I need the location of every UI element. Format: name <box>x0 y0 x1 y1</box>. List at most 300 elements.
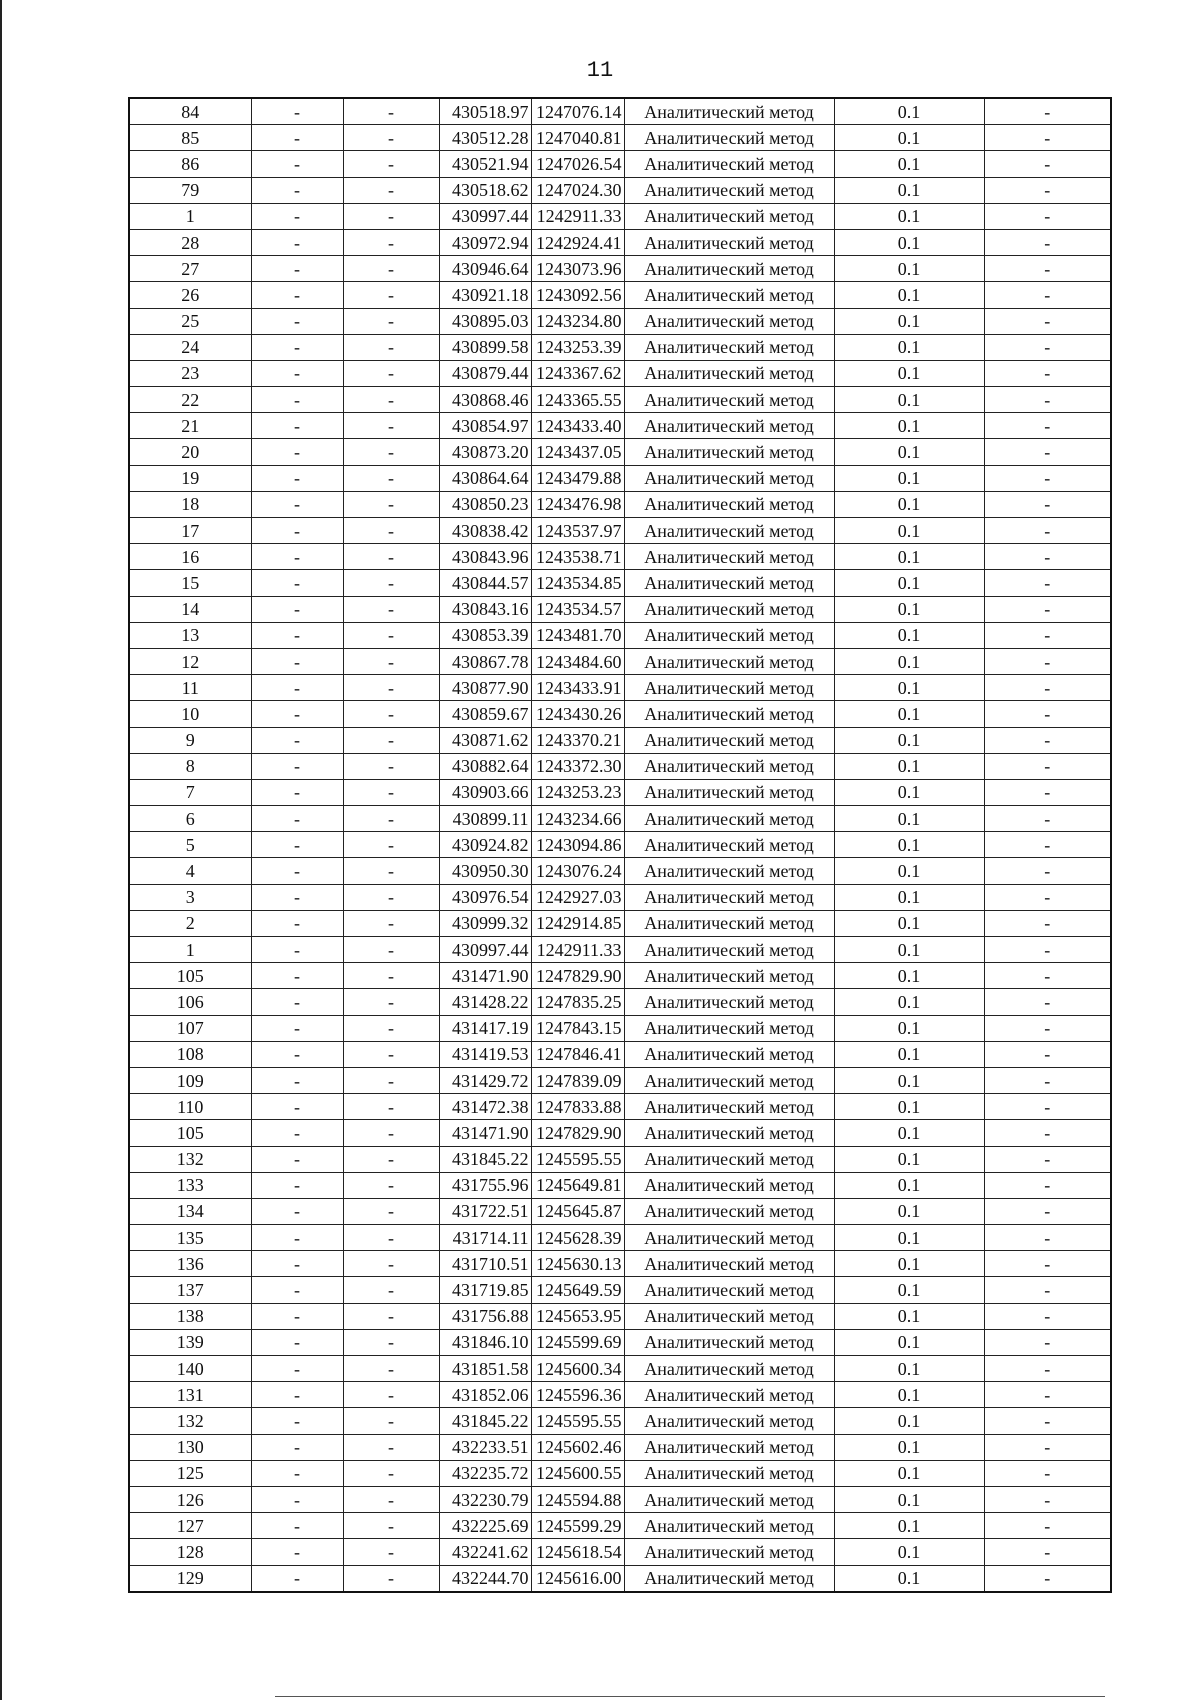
note-cell: - <box>984 570 1111 596</box>
x-coordinate-cell: 430871.62 <box>439 727 531 753</box>
y-coordinate-cell: 1247843.15 <box>531 1015 624 1041</box>
scan-edge <box>0 0 2 1700</box>
old-y-cell: - <box>343 1251 439 1277</box>
method-cell: Аналитический метод <box>624 518 834 544</box>
accuracy-cell: 0.1 <box>834 1356 984 1382</box>
accuracy-cell: 0.1 <box>834 1303 984 1329</box>
accuracy-cell: 0.1 <box>834 282 984 308</box>
table-row <box>129 1251 1111 1277</box>
old-y-cell: - <box>343 701 439 727</box>
old-x-cell: - <box>251 884 343 910</box>
old-y-cell: - <box>343 989 439 1015</box>
table-row <box>129 963 1111 989</box>
point-number-cell: 23 <box>129 360 251 386</box>
old-y-cell: - <box>343 518 439 544</box>
method-cell: Аналитический метод <box>624 1434 834 1460</box>
x-coordinate-cell: 430843.96 <box>439 544 531 570</box>
x-coordinate-cell: 430843.16 <box>439 596 531 622</box>
accuracy-cell: 0.1 <box>834 701 984 727</box>
x-coordinate-cell: 430838.42 <box>439 518 531 544</box>
table-row <box>129 648 1111 674</box>
old-y-cell: - <box>343 1146 439 1172</box>
old-x-cell: - <box>251 1486 343 1512</box>
note-cell: - <box>984 229 1111 255</box>
point-number-cell: 25 <box>129 308 251 334</box>
table-row <box>129 1382 1111 1408</box>
old-y-cell: - <box>343 1486 439 1512</box>
point-number-cell: 131 <box>129 1382 251 1408</box>
note-cell: - <box>984 1251 1111 1277</box>
old-x-cell: - <box>251 779 343 805</box>
point-number-cell: 129 <box>129 1565 251 1592</box>
y-coordinate-cell: 1243367.62 <box>531 360 624 386</box>
x-coordinate-cell: 432244.70 <box>439 1565 531 1592</box>
note-cell: - <box>984 518 1111 544</box>
old-x-cell: - <box>251 1565 343 1592</box>
accuracy-cell: 0.1 <box>834 203 984 229</box>
table-row <box>129 779 1111 805</box>
method-cell: Аналитический метод <box>624 1277 834 1303</box>
table-row <box>129 465 1111 491</box>
table-row <box>129 229 1111 255</box>
y-coordinate-cell: 1243430.26 <box>531 701 624 727</box>
old-y-cell: - <box>343 1067 439 1093</box>
method-cell: Аналитический метод <box>624 491 834 517</box>
old-y-cell: - <box>343 806 439 832</box>
method-cell: Аналитический метод <box>624 963 834 989</box>
point-number-cell: 24 <box>129 334 251 360</box>
y-coordinate-cell: 1245653.95 <box>531 1303 624 1329</box>
point-number-cell: 16 <box>129 544 251 570</box>
note-cell: - <box>984 125 1111 151</box>
old-y-cell: - <box>343 387 439 413</box>
point-number-cell: 139 <box>129 1329 251 1355</box>
method-cell: Аналитический метод <box>624 439 834 465</box>
point-number-cell: 1 <box>129 203 251 229</box>
point-number-cell: 9 <box>129 727 251 753</box>
old-x-cell: - <box>251 1172 343 1198</box>
old-x-cell: - <box>251 465 343 491</box>
old-y-cell: - <box>343 439 439 465</box>
table-row <box>129 151 1111 177</box>
note-cell: - <box>984 360 1111 386</box>
method-cell: Аналитический метод <box>624 884 834 910</box>
point-number-cell: 2 <box>129 910 251 936</box>
method-cell: Аналитический метод <box>624 1067 834 1093</box>
old-x-cell: - <box>251 910 343 936</box>
old-y-cell: - <box>343 1329 439 1355</box>
old-x-cell: - <box>251 701 343 727</box>
table-row <box>129 622 1111 648</box>
x-coordinate-cell: 432235.72 <box>439 1460 531 1486</box>
note-cell: - <box>984 1408 1111 1434</box>
point-number-cell: 8 <box>129 753 251 779</box>
table-row <box>129 858 1111 884</box>
old-y-cell: - <box>343 177 439 203</box>
x-coordinate-cell: 430521.94 <box>439 151 531 177</box>
table-row <box>129 1172 1111 1198</box>
table-row <box>129 544 1111 570</box>
note-cell: - <box>984 1434 1111 1460</box>
y-coordinate-cell: 1243073.96 <box>531 256 624 282</box>
table-row <box>129 570 1111 596</box>
old-y-cell: - <box>343 570 439 596</box>
point-number-cell: 85 <box>129 125 251 151</box>
point-number-cell: 110 <box>129 1094 251 1120</box>
old-x-cell: - <box>251 1329 343 1355</box>
method-cell: Аналитический метод <box>624 989 834 1015</box>
old-x-cell: - <box>251 1539 343 1565</box>
method-cell: Аналитический метод <box>624 1382 834 1408</box>
note-cell: - <box>984 1277 1111 1303</box>
old-x-cell: - <box>251 675 343 701</box>
method-cell: Аналитический метод <box>624 229 834 255</box>
accuracy-cell: 0.1 <box>834 1225 984 1251</box>
old-y-cell: - <box>343 648 439 674</box>
old-x-cell: - <box>251 1408 343 1434</box>
old-x-cell: - <box>251 1382 343 1408</box>
method-cell: Аналитический метод <box>624 570 834 596</box>
x-coordinate-cell: 431714.11 <box>439 1225 531 1251</box>
x-coordinate-cell: 430859.67 <box>439 701 531 727</box>
old-y-cell: - <box>343 151 439 177</box>
table-row <box>129 1146 1111 1172</box>
table-row <box>129 989 1111 1015</box>
table-row <box>129 1120 1111 1146</box>
table-row <box>129 203 1111 229</box>
point-number-cell: 126 <box>129 1486 251 1512</box>
old-x-cell: - <box>251 1513 343 1539</box>
old-y-cell: - <box>343 1539 439 1565</box>
old-x-cell: - <box>251 1015 343 1041</box>
method-cell: Аналитический метод <box>624 1408 834 1434</box>
accuracy-cell: 0.1 <box>834 1015 984 1041</box>
method-cell: Аналитический метод <box>624 1460 834 1486</box>
y-coordinate-cell: 1243481.70 <box>531 622 624 648</box>
point-number-cell: 132 <box>129 1408 251 1434</box>
method-cell: Аналитический метод <box>624 937 834 963</box>
note-cell: - <box>984 1329 1111 1355</box>
note-cell: - <box>984 1460 1111 1486</box>
method-cell: Аналитический метод <box>624 413 834 439</box>
note-cell: - <box>984 1120 1111 1146</box>
y-coordinate-cell: 1243433.40 <box>531 413 624 439</box>
old-y-cell: - <box>343 727 439 753</box>
y-coordinate-cell: 1245599.29 <box>531 1513 624 1539</box>
x-coordinate-cell: 430950.30 <box>439 858 531 884</box>
note-cell: - <box>984 334 1111 360</box>
note-cell: - <box>984 1356 1111 1382</box>
y-coordinate-cell: 1243234.80 <box>531 308 624 334</box>
point-number-cell: 84 <box>129 98 251 125</box>
table-row <box>129 1356 1111 1382</box>
note-cell: - <box>984 544 1111 570</box>
accuracy-cell: 0.1 <box>834 308 984 334</box>
old-y-cell: - <box>343 1382 439 1408</box>
old-y-cell: - <box>343 1356 439 1382</box>
method-cell: Аналитический метод <box>624 256 834 282</box>
note-cell: - <box>984 1094 1111 1120</box>
old-y-cell: - <box>343 596 439 622</box>
table-row <box>129 1198 1111 1224</box>
accuracy-cell: 0.1 <box>834 1434 984 1460</box>
accuracy-cell: 0.1 <box>834 1041 984 1067</box>
page-number: 11 <box>586 58 614 83</box>
note-cell: - <box>984 753 1111 779</box>
y-coordinate-cell: 1243534.57 <box>531 596 624 622</box>
y-coordinate-cell: 1245649.81 <box>531 1172 624 1198</box>
accuracy-cell: 0.1 <box>834 884 984 910</box>
accuracy-cell: 0.1 <box>834 1460 984 1486</box>
table-row <box>129 884 1111 910</box>
old-y-cell: - <box>343 465 439 491</box>
y-coordinate-cell: 1245600.34 <box>531 1356 624 1382</box>
y-coordinate-cell: 1245595.55 <box>531 1408 624 1434</box>
old-y-cell: - <box>343 1277 439 1303</box>
note-cell: - <box>984 387 1111 413</box>
accuracy-cell: 0.1 <box>834 832 984 858</box>
note-cell: - <box>984 806 1111 832</box>
y-coordinate-cell: 1247076.14 <box>531 98 624 125</box>
note-cell: - <box>984 1303 1111 1329</box>
y-coordinate-cell: 1243479.88 <box>531 465 624 491</box>
point-number-cell: 105 <box>129 1120 251 1146</box>
note-cell: - <box>984 1172 1111 1198</box>
note-cell: - <box>984 177 1111 203</box>
method-cell: Аналитический метод <box>624 648 834 674</box>
x-coordinate-cell: 431471.90 <box>439 963 531 989</box>
point-number-cell: 127 <box>129 1513 251 1539</box>
x-coordinate-cell: 431471.90 <box>439 1120 531 1146</box>
point-number-cell: 133 <box>129 1172 251 1198</box>
accuracy-cell: 0.1 <box>834 596 984 622</box>
x-coordinate-cell: 430899.58 <box>439 334 531 360</box>
y-coordinate-cell: 1247829.90 <box>531 963 624 989</box>
point-number-cell: 21 <box>129 413 251 439</box>
accuracy-cell: 0.1 <box>834 151 984 177</box>
point-number-cell: 107 <box>129 1015 251 1041</box>
table-row <box>129 910 1111 936</box>
x-coordinate-cell: 432225.69 <box>439 1513 531 1539</box>
point-number-cell: 26 <box>129 282 251 308</box>
old-x-cell: - <box>251 1303 343 1329</box>
y-coordinate-cell: 1247829.90 <box>531 1120 624 1146</box>
x-coordinate-cell: 430921.18 <box>439 282 531 308</box>
point-number-cell: 138 <box>129 1303 251 1329</box>
old-y-cell: - <box>343 1225 439 1251</box>
old-y-cell: - <box>343 884 439 910</box>
note-cell: - <box>984 1146 1111 1172</box>
note-cell: - <box>984 963 1111 989</box>
accuracy-cell: 0.1 <box>834 570 984 596</box>
method-cell: Аналитический метод <box>624 1513 834 1539</box>
accuracy-cell: 0.1 <box>834 387 984 413</box>
old-x-cell: - <box>251 1251 343 1277</box>
old-x-cell: - <box>251 1356 343 1382</box>
y-coordinate-cell: 1247839.09 <box>531 1067 624 1093</box>
table-body <box>129 98 1111 1592</box>
note-cell: - <box>984 910 1111 936</box>
accuracy-cell: 0.1 <box>834 937 984 963</box>
old-x-cell: - <box>251 1067 343 1093</box>
y-coordinate-cell: 1245616.00 <box>531 1565 624 1592</box>
y-coordinate-cell: 1245600.55 <box>531 1460 624 1486</box>
note-cell: - <box>984 675 1111 701</box>
note-cell: - <box>984 832 1111 858</box>
note-cell: - <box>984 203 1111 229</box>
old-y-cell: - <box>343 360 439 386</box>
x-coordinate-cell: 431722.51 <box>439 1198 531 1224</box>
note-cell: - <box>984 858 1111 884</box>
y-coordinate-cell: 1243484.60 <box>531 648 624 674</box>
note-cell: - <box>984 1565 1111 1592</box>
y-coordinate-cell: 1243234.66 <box>531 806 624 832</box>
point-number-cell: 135 <box>129 1225 251 1251</box>
x-coordinate-cell: 430850.23 <box>439 491 531 517</box>
x-coordinate-cell: 431472.38 <box>439 1094 531 1120</box>
point-number-cell: 28 <box>129 229 251 255</box>
accuracy-cell: 0.1 <box>834 806 984 832</box>
point-number-cell: 134 <box>129 1198 251 1224</box>
y-coordinate-cell: 1243370.21 <box>531 727 624 753</box>
method-cell: Аналитический метод <box>624 1225 834 1251</box>
accuracy-cell: 0.1 <box>834 1198 984 1224</box>
note-cell: - <box>984 884 1111 910</box>
note-cell: - <box>984 596 1111 622</box>
table-row <box>129 753 1111 779</box>
table-row <box>129 1094 1111 1120</box>
accuracy-cell: 0.1 <box>834 1539 984 1565</box>
x-coordinate-cell: 431845.22 <box>439 1408 531 1434</box>
x-coordinate-cell: 431429.72 <box>439 1067 531 1093</box>
accuracy-cell: 0.1 <box>834 177 984 203</box>
old-x-cell: - <box>251 151 343 177</box>
accuracy-cell: 0.1 <box>834 1408 984 1434</box>
note-cell: - <box>984 989 1111 1015</box>
old-x-cell: - <box>251 1094 343 1120</box>
note-cell: - <box>984 727 1111 753</box>
point-number-cell: 125 <box>129 1460 251 1486</box>
y-coordinate-cell: 1245596.36 <box>531 1382 624 1408</box>
point-number-cell: 108 <box>129 1041 251 1067</box>
y-coordinate-cell: 1242924.41 <box>531 229 624 255</box>
point-number-cell: 1 <box>129 937 251 963</box>
accuracy-cell: 0.1 <box>834 1382 984 1408</box>
old-y-cell: - <box>343 544 439 570</box>
y-coordinate-cell: 1243437.05 <box>531 439 624 465</box>
table-row <box>129 125 1111 151</box>
x-coordinate-cell: 431852.06 <box>439 1382 531 1408</box>
y-coordinate-cell: 1245628.39 <box>531 1225 624 1251</box>
x-coordinate-cell: 430999.32 <box>439 910 531 936</box>
point-number-cell: 137 <box>129 1277 251 1303</box>
old-y-cell: - <box>343 1094 439 1120</box>
x-coordinate-cell: 431419.53 <box>439 1041 531 1067</box>
table-row <box>129 1225 1111 1251</box>
note-cell: - <box>984 465 1111 491</box>
accuracy-cell: 0.1 <box>834 675 984 701</box>
table-row <box>129 413 1111 439</box>
table-row <box>129 1277 1111 1303</box>
old-x-cell: - <box>251 596 343 622</box>
accuracy-cell: 0.1 <box>834 544 984 570</box>
y-coordinate-cell: 1243433.91 <box>531 675 624 701</box>
table-row <box>129 439 1111 465</box>
x-coordinate-cell: 430867.78 <box>439 648 531 674</box>
point-number-cell: 105 <box>129 963 251 989</box>
y-coordinate-cell: 1245618.54 <box>531 1539 624 1565</box>
method-cell: Аналитический метод <box>624 806 834 832</box>
y-coordinate-cell: 1242911.33 <box>531 937 624 963</box>
old-x-cell: - <box>251 989 343 1015</box>
accuracy-cell: 0.1 <box>834 1172 984 1198</box>
old-x-cell: - <box>251 1041 343 1067</box>
method-cell: Аналитический метод <box>624 465 834 491</box>
old-x-cell: - <box>251 387 343 413</box>
x-coordinate-cell: 431846.10 <box>439 1329 531 1355</box>
method-cell: Аналитический метод <box>624 858 834 884</box>
point-number-cell: 13 <box>129 622 251 648</box>
method-cell: Аналитический метод <box>624 125 834 151</box>
x-coordinate-cell: 431756.88 <box>439 1303 531 1329</box>
note-cell: - <box>984 282 1111 308</box>
x-coordinate-cell: 430518.62 <box>439 177 531 203</box>
method-cell: Аналитический метод <box>624 910 834 936</box>
y-coordinate-cell: 1243476.98 <box>531 491 624 517</box>
old-x-cell: - <box>251 491 343 517</box>
point-number-cell: 27 <box>129 256 251 282</box>
old-y-cell: - <box>343 203 439 229</box>
old-y-cell: - <box>343 308 439 334</box>
x-coordinate-cell: 430864.64 <box>439 465 531 491</box>
y-coordinate-cell: 1245630.13 <box>531 1251 624 1277</box>
accuracy-cell: 0.1 <box>834 1486 984 1512</box>
method-cell: Аналитический метод <box>624 360 834 386</box>
old-y-cell: - <box>343 1015 439 1041</box>
accuracy-cell: 0.1 <box>834 963 984 989</box>
y-coordinate-cell: 1245594.88 <box>531 1486 624 1512</box>
x-coordinate-cell: 430853.39 <box>439 622 531 648</box>
old-y-cell: - <box>343 858 439 884</box>
old-x-cell: - <box>251 622 343 648</box>
y-coordinate-cell: 1247835.25 <box>531 989 624 1015</box>
y-coordinate-cell: 1247024.30 <box>531 177 624 203</box>
old-x-cell: - <box>251 858 343 884</box>
method-cell: Аналитический метод <box>624 151 834 177</box>
x-coordinate-cell: 430854.97 <box>439 413 531 439</box>
x-coordinate-cell: 430997.44 <box>439 203 531 229</box>
old-y-cell: - <box>343 125 439 151</box>
old-x-cell: - <box>251 308 343 334</box>
x-coordinate-cell: 430976.54 <box>439 884 531 910</box>
old-x-cell: - <box>251 753 343 779</box>
table-row <box>129 1539 1111 1565</box>
table-row <box>129 518 1111 544</box>
old-y-cell: - <box>343 1120 439 1146</box>
note-cell: - <box>984 1015 1111 1041</box>
method-cell: Аналитический метод <box>624 544 834 570</box>
method-cell: Аналитический метод <box>624 701 834 727</box>
table-row <box>129 1329 1111 1355</box>
method-cell: Аналитический метод <box>624 1172 834 1198</box>
table-row <box>129 360 1111 386</box>
note-cell: - <box>984 937 1111 963</box>
old-x-cell: - <box>251 1460 343 1486</box>
y-coordinate-cell: 1245649.59 <box>531 1277 624 1303</box>
accuracy-cell: 0.1 <box>834 1067 984 1093</box>
footer-rule <box>275 1696 1105 1697</box>
note-cell: - <box>984 622 1111 648</box>
